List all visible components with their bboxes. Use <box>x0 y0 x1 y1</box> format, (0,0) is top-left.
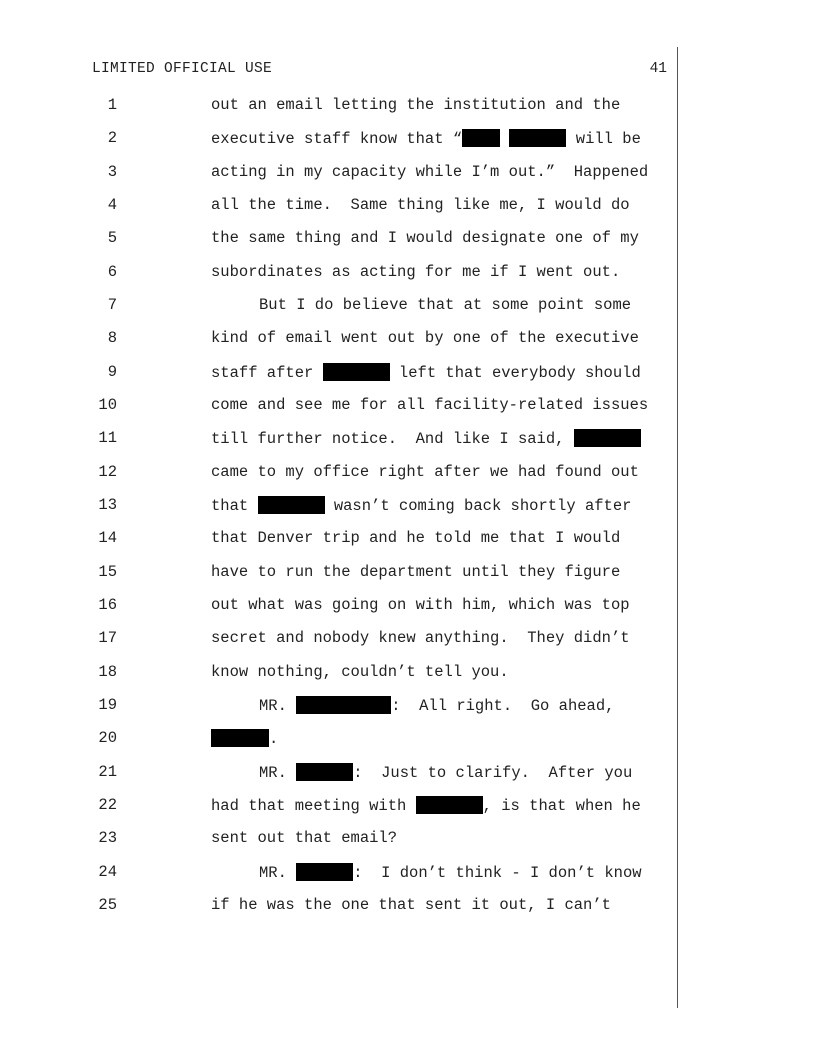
transcript-line <box>0 396 816 416</box>
transcript-line <box>0 763 816 783</box>
redaction-box <box>574 429 641 447</box>
line-text: have to run the department until they figure <box>211 563 621 581</box>
line-number: 10 <box>98 396 117 414</box>
transcript-line <box>0 896 816 916</box>
transcript-line <box>0 596 816 616</box>
line-number: 13 <box>98 496 117 514</box>
transcript-line <box>0 529 816 549</box>
transcript-line <box>0 796 816 816</box>
line-text: secret and nobody knew anything. They didn’t <box>211 629 630 647</box>
line-text: kind of email went out by one of the executive <box>211 329 639 347</box>
classification-header: LIMITED OFFICIAL USE <box>92 61 273 77</box>
transcript-line <box>0 696 816 716</box>
transcript-line <box>0 163 816 183</box>
transcript-line <box>0 263 816 283</box>
transcript-line <box>0 729 816 749</box>
line-text: come and see me for all facility-related issues <box>211 396 649 414</box>
line-text: executive staff know that “ will be <box>211 130 641 148</box>
redaction-box <box>296 863 353 881</box>
line-text: staff after left that everybody should <box>211 364 641 382</box>
line-text: subordinates as acting for me if I went out. <box>211 263 621 281</box>
redaction-box <box>462 129 500 147</box>
redaction-box <box>323 363 390 381</box>
line-number: 21 <box>98 763 117 781</box>
line-text: out an email letting the institution and the <box>211 96 621 114</box>
line-number: 7 <box>107 296 117 314</box>
transcript-line <box>0 629 816 649</box>
line-number: 23 <box>98 829 117 847</box>
line-text: came to my office right after we had found out <box>211 463 639 481</box>
line-text: . <box>211 729 278 748</box>
transcript-line <box>0 563 816 583</box>
line-text: out what was going on with him, which was top <box>211 596 630 614</box>
line-number: 4 <box>107 196 117 214</box>
line-text: if he was the one that sent it out, I can’t <box>211 896 611 914</box>
line-number: 20 <box>98 729 117 747</box>
line-text: MR. : All right. Go ahead, <box>259 697 615 715</box>
transcript-line <box>0 129 816 149</box>
redaction-box <box>509 129 566 147</box>
transcript-line <box>0 829 816 849</box>
transcript-line <box>0 863 816 883</box>
redaction-box <box>258 496 325 514</box>
redaction-box <box>416 796 483 814</box>
line-number: 3 <box>107 163 117 181</box>
line-text: MR. : I don’t think - I don’t know <box>259 864 642 882</box>
line-number: 24 <box>98 863 117 881</box>
line-number: 15 <box>98 563 117 581</box>
redaction-box <box>296 696 391 714</box>
line-number: 19 <box>98 696 117 714</box>
line-text: that wasn’t coming back shortly after <box>211 497 632 515</box>
transcript-line <box>0 196 816 216</box>
line-text: all the time. Same thing like me, I would do <box>211 196 630 214</box>
transcript-line <box>0 463 816 483</box>
line-text: know nothing, couldn’t tell you. <box>211 663 509 681</box>
transcript-line <box>0 429 816 449</box>
transcript-line <box>0 496 816 516</box>
transcript-line <box>0 363 816 383</box>
line-text: had that meeting with , is that when he <box>211 797 641 815</box>
line-number: 6 <box>107 263 117 281</box>
redaction-box <box>211 729 269 747</box>
page-number: 41 <box>649 61 667 77</box>
line-number: 9 <box>107 363 117 381</box>
line-number: 12 <box>98 463 117 481</box>
line-text: MR. : Just to clarify. After you <box>259 764 633 782</box>
line-text: But I do believe that at some point some <box>259 296 632 314</box>
line-text: acting in my capacity while I’m out.” Happened <box>211 163 649 181</box>
redaction-box <box>296 763 353 781</box>
line-number: 8 <box>107 329 117 347</box>
line-number: 14 <box>98 529 117 547</box>
line-number: 5 <box>107 229 117 247</box>
line-number: 18 <box>98 663 117 681</box>
line-text: the same thing and I would designate one of my <box>211 229 639 247</box>
transcript-line <box>0 96 816 116</box>
line-number: 17 <box>98 629 117 647</box>
line-number: 22 <box>98 796 117 814</box>
transcript-line <box>0 663 816 683</box>
line-text: sent out that email? <box>211 829 398 847</box>
line-number: 16 <box>98 596 117 614</box>
line-number: 11 <box>98 429 117 447</box>
line-number: 25 <box>98 896 117 914</box>
line-number: 2 <box>107 129 117 147</box>
transcript-line <box>0 229 816 249</box>
transcript-line <box>0 296 816 316</box>
line-number: 1 <box>107 96 117 114</box>
line-text: that Denver trip and he told me that I would <box>211 529 621 547</box>
transcript-line <box>0 329 816 349</box>
line-text: till further notice. And like I said, <box>211 429 641 448</box>
